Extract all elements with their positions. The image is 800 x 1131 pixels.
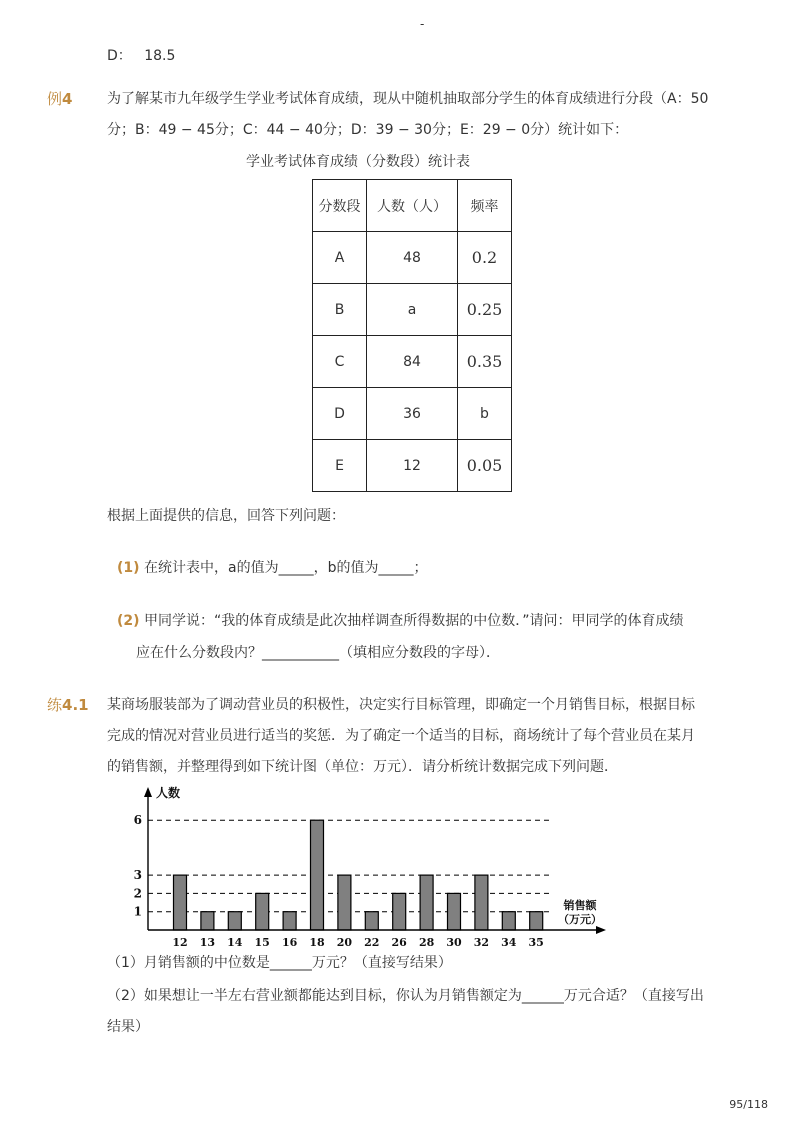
x-tick-label: 16 — [281, 936, 298, 949]
table-cell: b — [458, 388, 512, 440]
x-tick-label: 32 — [473, 936, 490, 949]
table-header-cell: 分数段 — [313, 180, 367, 232]
table-row — [313, 440, 512, 492]
table-cell: a — [367, 284, 458, 336]
practice-line1: 某商场服装部为了调动营业员的积极性，决定实行目标管理，即确定一个月销售目标，根据目标 — [107, 697, 695, 713]
practice-line3: 的销售额，并整理得到如下统计图（单位：万元）．请分析统计数据完成下列问题． — [107, 759, 618, 775]
table-cell: 0.35 — [458, 336, 512, 388]
bar — [502, 912, 515, 930]
bar — [283, 912, 296, 930]
example-4-label — [47, 88, 72, 109]
table-title: 学业考试体育成绩（分数段）统计表 — [246, 154, 470, 170]
bar — [228, 912, 241, 930]
y-tick-label: 6 — [133, 813, 142, 828]
x-tick-label: 12 — [172, 936, 188, 949]
bar — [530, 912, 543, 930]
y-axis-label: 人数 — [156, 786, 181, 800]
y-tick-label: 1 — [133, 904, 142, 919]
table-row — [313, 284, 512, 336]
practice-line2: 完成的情况对营业员进行适当的奖惩．为了确定一个适当的目标，商场统计了每个营业员在某月 — [107, 728, 695, 744]
x-tick-label: 13 — [199, 936, 216, 949]
table-cell: C — [313, 336, 367, 388]
x-tick-label: 35 — [528, 936, 544, 949]
table-header-row — [313, 180, 512, 232]
bar — [311, 820, 324, 930]
x-tick-label: 26 — [391, 936, 407, 949]
x-tick-label: 15 — [254, 936, 270, 949]
practice-question-2-line2: 结果） — [107, 1019, 149, 1035]
question-1 — [117, 558, 427, 578]
example-label-num: 4 — [62, 90, 73, 108]
option-d — [107, 46, 175, 66]
y-axis-arrow-icon — [144, 787, 152, 797]
instruction: 根据上面提供的信息，回答下列问题： — [107, 508, 345, 524]
bar — [420, 875, 433, 930]
option-d-label: D： — [107, 48, 132, 64]
practice-question-2-line1: （2）如果想让一半左右营业额都能达到目标，你认为月销售额定为______万元合适？（直接写出 — [107, 988, 704, 1004]
table-cell: D — [313, 388, 367, 440]
table-cell: 84 — [367, 336, 458, 388]
table-row — [313, 336, 512, 388]
x-axis-arrow-icon — [596, 926, 606, 934]
question-2-line1: 甲同学说：“我的体育成绩是此次抽样调查所得数据的中位数．”请问：甲同学的体育成绩 — [144, 613, 684, 629]
x-tick-label: 28 — [418, 936, 435, 949]
table-row — [313, 232, 512, 284]
bar — [338, 875, 351, 930]
y-tick-label: 3 — [133, 868, 142, 883]
x-tick-label: 20 — [336, 936, 353, 949]
table-cell: B — [313, 284, 367, 336]
x-tick-label: 34 — [501, 936, 517, 949]
x-tick-label: 14 — [227, 936, 243, 949]
bar — [201, 912, 214, 930]
example-label-prefix: 例 — [47, 90, 63, 108]
option-d-value: 18.5 — [144, 48, 176, 64]
table-cell: 48 — [367, 232, 458, 284]
practice-label-num: 4.1 — [62, 696, 89, 714]
x-tick-label: 30 — [446, 936, 462, 949]
score-table — [312, 179, 512, 492]
table-header-cell: 人数（人） — [367, 180, 458, 232]
bar — [256, 893, 269, 930]
table-cell: 36 — [367, 388, 458, 440]
question-1-num: (1) — [117, 560, 140, 576]
header-dash: - — [420, 17, 425, 31]
table-row — [313, 388, 512, 440]
x-axis-label-line1: 销售额 — [563, 899, 597, 912]
sales-bar-chart — [133, 785, 620, 955]
practice-question-1: （1）月销售额的中位数是______万元？（直接写结果） — [107, 955, 452, 971]
x-tick-label: 18 — [309, 936, 325, 949]
y-tick-label: 2 — [133, 886, 142, 901]
page-number: 95/118 — [729, 1098, 768, 1111]
table-cell: 12 — [367, 440, 458, 492]
practice-4-1-label — [47, 694, 89, 715]
question-2-num: (2) — [117, 613, 140, 629]
question-2 — [117, 611, 684, 631]
table-cell: E — [313, 440, 367, 492]
question-1-text: 在统计表中，a的值为_____，b的值为_____； — [144, 560, 428, 576]
question-2-line2: 应在什么分数段内？___________（填相应分数段的字母）． — [136, 645, 500, 661]
x-axis-label-line2: （万元） — [558, 913, 602, 926]
table-cell: 0.2 — [458, 232, 512, 284]
table-cell: 0.25 — [458, 284, 512, 336]
bar — [365, 912, 378, 930]
bar — [393, 893, 406, 930]
table-cell: A — [313, 232, 367, 284]
example-4-line2: 分；B：49 − 45分；C：44 − 40分；D：39 − 30分；E：29 − 0分）统计如下： — [107, 122, 629, 138]
bar — [174, 875, 187, 930]
table-cell: 0.05 — [458, 440, 512, 492]
bar — [475, 875, 488, 930]
example-4-line1: 为了解某市九年级学生学业考试体育成绩，现从中随机抽取部分学生的体育成绩进行分段（A：50 — [107, 91, 709, 107]
practice-label-prefix: 练 — [47, 696, 63, 714]
x-tick-label: 22 — [364, 936, 380, 949]
bar — [448, 893, 461, 930]
table-header-cell: 频率 — [458, 180, 512, 232]
